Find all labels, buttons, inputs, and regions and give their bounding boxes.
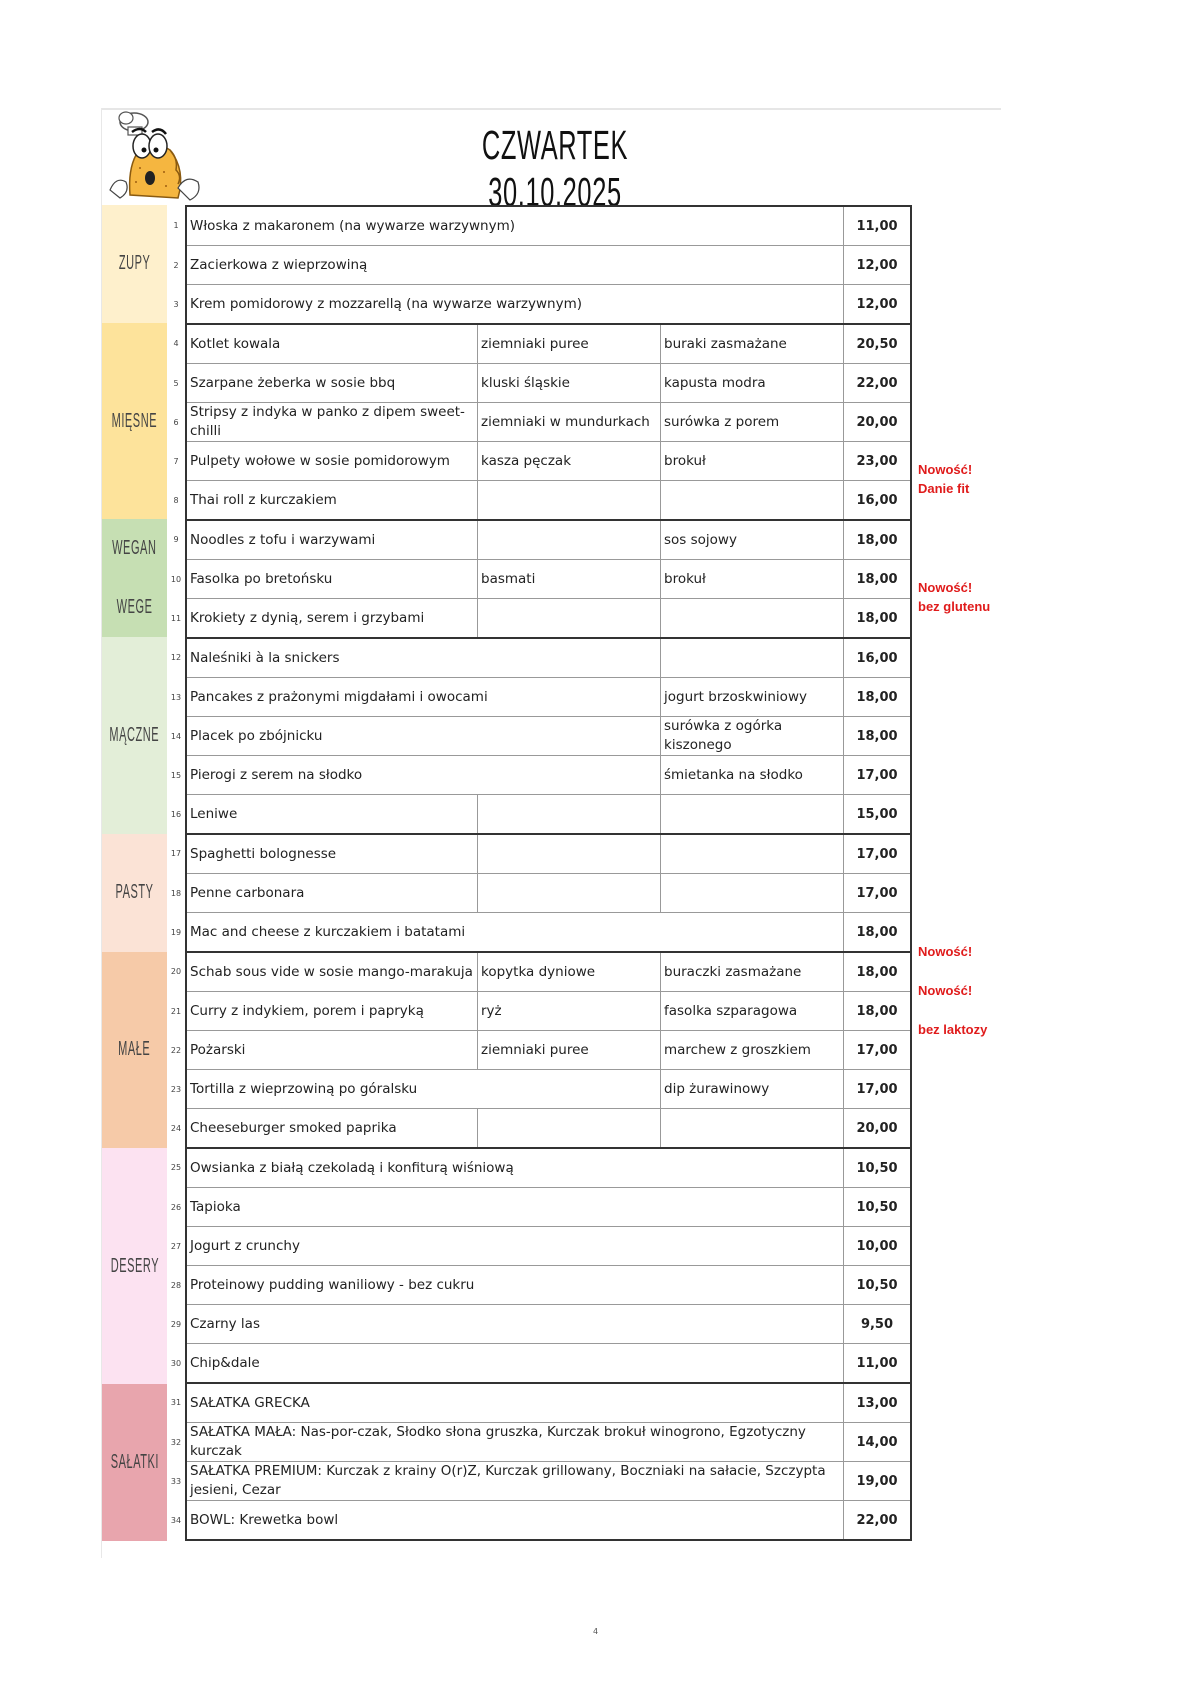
price: 23,00: [844, 442, 912, 481]
dish-name: Placek po zbójnicku: [186, 717, 661, 756]
dish-name: SAŁATKA PREMIUM: Kurczak z krainy O(r)Z, Kurczak grillowany, Boczniaki na sałacie, Szczypta jesieni, Cezar: [186, 1462, 844, 1501]
price: 9,50: [844, 1305, 912, 1344]
dish-name: Fasolka po bretońsku: [186, 560, 478, 599]
note-text-secondary: Danie fit: [918, 481, 970, 497]
dish-name: Thai roll z kurczakiem: [186, 481, 478, 521]
dish-name: Curry z indykiem, porem i papryką: [186, 992, 478, 1031]
price: 10,50: [844, 1266, 912, 1305]
page-top-border: [101, 108, 1001, 110]
category-label: MĄCZNE: [109, 724, 160, 747]
note-label: [918, 942, 972, 961]
note-label: [918, 981, 972, 1000]
dish-name: Tortilla z wieprzowiną po góralsku: [186, 1070, 661, 1109]
side-dish-2: marchew z groszkiem: [661, 1031, 844, 1070]
price: 12,00: [844, 285, 912, 325]
price: 18,00: [844, 599, 912, 639]
menu-row: [167, 1031, 911, 1070]
side-dish-2: fasolka szparagowa: [661, 992, 844, 1031]
note-text: Nowość!: [918, 462, 973, 478]
price: 17,00: [844, 874, 912, 913]
menu-row: [167, 206, 911, 246]
menu-row: [167, 913, 911, 953]
menu-row: [167, 324, 911, 364]
menu-row: [167, 1344, 911, 1384]
side-dish-1: [478, 834, 661, 874]
dish-name: Czarny las: [186, 1305, 844, 1344]
price: 18,00: [844, 913, 912, 953]
menu-row: [167, 717, 911, 756]
category-label: DESERY: [110, 1254, 159, 1277]
category-mączne: [102, 637, 167, 834]
side-dish-2: jogurt brzoskwiniowy: [661, 678, 844, 717]
item-number: 29: [170, 1319, 182, 1329]
category-zupy: [102, 205, 167, 323]
side-dish-2: [661, 481, 844, 521]
category-label: SAŁATKI: [110, 1451, 159, 1474]
item-number: 15: [170, 770, 182, 780]
price: 15,00: [844, 795, 912, 835]
price: 18,00: [844, 717, 912, 756]
dish-name: Stripsy z indyka w panko z dipem sweet-chilli: [186, 403, 478, 442]
side-dish-1: ryż: [478, 992, 661, 1031]
dish-name: Pożarski: [186, 1031, 478, 1070]
dish-name: BOWL: Krewetka bowl: [186, 1501, 844, 1541]
note-label: [918, 460, 972, 498]
category-desery: [102, 1148, 167, 1384]
menu-row: [167, 442, 911, 481]
price: 20,00: [844, 403, 912, 442]
note-text: Nowość!: [918, 983, 973, 999]
item-number: 5: [173, 378, 179, 388]
menu-row: [167, 874, 911, 913]
menu-row: [167, 834, 911, 874]
dish-name: Krem pomidorowy z mozzarellą (na wywarze warzywnym): [186, 285, 844, 325]
item-number: 22: [170, 1045, 182, 1055]
item-number: 3: [173, 299, 179, 309]
dish-name: Pulpety wołowe w sosie pomidorowym: [186, 442, 478, 481]
item-number: 32: [170, 1437, 182, 1447]
item-number: 19: [170, 927, 182, 937]
note-label: [918, 1020, 987, 1039]
price: 11,00: [844, 206, 912, 246]
side-dish-1: [478, 599, 661, 639]
item-number: 4: [173, 339, 179, 349]
category-label-secondary: WEGE: [116, 596, 153, 619]
price: 20,00: [844, 1109, 912, 1149]
menu-row: [167, 678, 911, 717]
dish-name: Noodles z tofu i warzywami: [186, 520, 478, 560]
category-label: ZUPY: [118, 252, 151, 275]
menu-row: [167, 638, 911, 678]
item-number: 21: [170, 1006, 182, 1016]
dish-name: Pierogi z serem na słodko: [186, 756, 661, 795]
price: 17,00: [844, 756, 912, 795]
item-number: 1: [173, 221, 179, 231]
page-title: CZWARTEK 30.10.2025: [481, 122, 629, 215]
menu-row: [167, 520, 911, 560]
menu-row: [167, 992, 911, 1031]
menu-row: [167, 246, 911, 285]
menu-row: [167, 560, 911, 599]
menu-row: [167, 1109, 911, 1149]
price: 18,00: [844, 678, 912, 717]
page-number: 4: [593, 1627, 599, 1636]
item-number: 12: [170, 653, 182, 663]
side-dish-2: brokuł: [661, 442, 844, 481]
dish-name: SAŁATKA GRECKA: [186, 1383, 844, 1423]
side-dish-1: [478, 481, 661, 521]
dish-name: Leniwe: [186, 795, 478, 835]
price: 17,00: [844, 834, 912, 874]
price: 10,00: [844, 1227, 912, 1266]
item-number: 30: [170, 1358, 182, 1368]
dish-name: Pancakes z prażonymi migdałami i owocami: [186, 678, 661, 717]
side-dish-2: kapusta modra: [661, 364, 844, 403]
category-pasty: [102, 834, 167, 952]
item-number: 33: [170, 1476, 182, 1486]
menu-row: [167, 1305, 911, 1344]
item-number: 13: [170, 692, 182, 702]
item-number: 23: [170, 1084, 182, 1094]
dish-name: Owsianka z białą czekoladą i konfiturą wiśniową: [186, 1148, 844, 1188]
category-label: PASTY: [115, 881, 154, 904]
menu-row: [167, 1423, 911, 1462]
side-dish-2: dip żurawinowy: [661, 1070, 844, 1109]
price: 20,50: [844, 324, 912, 364]
menu-row: [167, 1501, 911, 1541]
side-dish-2: sos sojowy: [661, 520, 844, 560]
item-number: 17: [170, 849, 182, 859]
note-text: bez laktozy: [918, 1022, 988, 1038]
side-dish-2: [661, 795, 844, 835]
side-dish-2: [661, 599, 844, 639]
menu-row: [167, 1266, 911, 1305]
price: 12,00: [844, 246, 912, 285]
item-number: 18: [170, 888, 182, 898]
side-dish-1: [478, 520, 661, 560]
dish-name: Mac and cheese z kurczakiem i batatami: [186, 913, 844, 953]
category-wegan: [102, 519, 167, 637]
item-number: 20: [170, 967, 182, 977]
item-number: 25: [170, 1163, 182, 1173]
dish-name: SAŁATKA MAŁA: Nas-por-czak, Słodko słona gruszka, Kurczak brokuł winogrono, Egzotyczny kurczak: [186, 1423, 844, 1462]
dish-name: Spaghetti bolognesse: [186, 834, 478, 874]
category-sałatki: [102, 1384, 167, 1541]
note-text-secondary: bez glutenu: [918, 599, 991, 615]
category-label: MIĘSNE: [111, 409, 158, 432]
item-number: 9: [173, 535, 179, 545]
price: 22,00: [844, 1501, 912, 1541]
price: 16,00: [844, 638, 912, 678]
dish-name: Cheeseburger smoked paprika: [186, 1109, 478, 1149]
side-dish-1: [478, 795, 661, 835]
item-number: 27: [170, 1241, 182, 1251]
side-dish-1: kopytka dyniowe: [478, 952, 661, 992]
menu-row: [167, 1188, 911, 1227]
side-dish-2: brokuł: [661, 560, 844, 599]
price: 18,00: [844, 560, 912, 599]
side-dish-1: ziemniaki puree: [478, 324, 661, 364]
item-number: 10: [170, 574, 182, 584]
item-number: 14: [170, 731, 182, 741]
note-text: Nowość!: [918, 943, 973, 959]
side-dish-2: buraki zasmażane: [661, 324, 844, 364]
price: 17,00: [844, 1031, 912, 1070]
category-label: WEGAN: [112, 537, 157, 560]
price: 22,00: [844, 364, 912, 403]
dish-name: Tapioka: [186, 1188, 844, 1227]
menu-row: [167, 285, 911, 325]
side-dish-2: [661, 638, 844, 678]
menu-row: [167, 1383, 911, 1423]
menu-row: [167, 1148, 911, 1188]
chef-mascot-icon: [106, 110, 216, 206]
dish-name: Schab sous vide w sosie mango-marakuja: [186, 952, 478, 992]
menu-row: [167, 795, 911, 835]
dish-name: Chip&dale: [186, 1344, 844, 1384]
menu-row: [167, 403, 911, 442]
dish-name: Naleśniki à la snickers: [186, 638, 661, 678]
side-dish-2: surówka z porem: [661, 403, 844, 442]
category-małe: [102, 952, 167, 1149]
side-dish-2: surówka z ogórka kiszonego: [661, 717, 844, 756]
side-dish-1: [478, 1109, 661, 1149]
price: 18,00: [844, 520, 912, 560]
dish-name: Kotlet kowala: [186, 324, 478, 364]
side-dish-2: [661, 874, 844, 913]
menu-row: [167, 364, 911, 403]
item-number: 16: [170, 809, 182, 819]
price: 10,50: [844, 1148, 912, 1188]
item-number: 2: [173, 260, 179, 270]
item-number: 6: [173, 417, 179, 427]
item-number: 7: [173, 456, 179, 466]
dish-name: Szarpane żeberka w sosie bbq: [186, 364, 478, 403]
price: 10,50: [844, 1188, 912, 1227]
side-dish-2: buraczki zasmażane: [661, 952, 844, 992]
side-dish-1: ziemniaki puree: [478, 1031, 661, 1070]
dish-name: Penne carbonara: [186, 874, 478, 913]
item-number: 34: [170, 1515, 182, 1525]
menu-row: [167, 1462, 911, 1501]
dish-name: Włoska z makaronem (na wywarze warzywnym): [186, 206, 844, 246]
dish-name: Proteinowy pudding waniliowy - bez cukru: [186, 1266, 844, 1305]
side-dish-2: [661, 1109, 844, 1149]
price: 14,00: [844, 1423, 912, 1462]
side-dish-1: [478, 874, 661, 913]
item-number: 26: [170, 1202, 182, 1212]
item-number: 31: [170, 1398, 182, 1408]
menu-row: [167, 756, 911, 795]
dish-name: Jogurt z crunchy: [186, 1227, 844, 1266]
menu-row: [167, 599, 911, 639]
price: 18,00: [844, 992, 912, 1031]
side-dish-2: [661, 834, 844, 874]
side-dish-1: ziemniaki w mundurkach: [478, 403, 661, 442]
item-number: 24: [170, 1123, 182, 1133]
price: 11,00: [844, 1344, 912, 1384]
price: 19,00: [844, 1462, 912, 1501]
menu-row: [167, 952, 911, 992]
note-text: Nowość!: [918, 580, 973, 596]
price: 18,00: [844, 952, 912, 992]
dish-name: Zacierkowa z wieprzowiną: [186, 246, 844, 285]
side-dish-2: śmietanka na słodko: [661, 756, 844, 795]
side-dish-1: basmati: [478, 560, 661, 599]
side-dish-1: kluski śląskie: [478, 364, 661, 403]
side-dish-1: kasza pęczak: [478, 442, 661, 481]
item-number: 28: [170, 1280, 182, 1290]
price: 17,00: [844, 1070, 912, 1109]
menu-row: [167, 1070, 911, 1109]
category-mięsne: [102, 323, 167, 520]
category-label: MAŁE: [118, 1038, 151, 1061]
dish-name: Krokiety z dynią, serem i grzybami: [186, 599, 478, 639]
item-number: 11: [170, 613, 182, 623]
menu-row: [167, 481, 911, 521]
menu-table: [167, 205, 912, 1541]
price: 13,00: [844, 1383, 912, 1423]
note-label: [918, 578, 990, 616]
price: 16,00: [844, 481, 912, 521]
item-number: 8: [173, 495, 179, 505]
menu-row: [167, 1227, 911, 1266]
